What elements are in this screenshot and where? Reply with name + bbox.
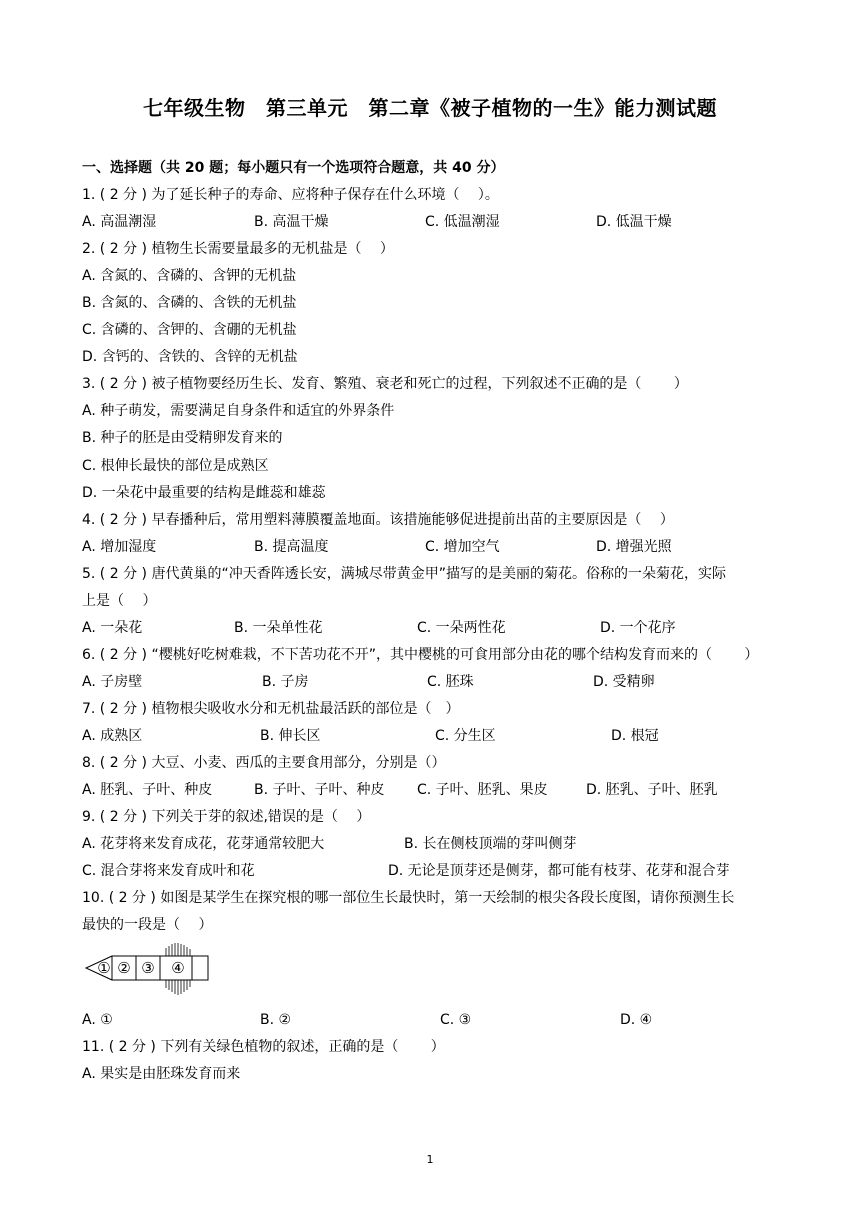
q7-option-b: B. 伸长区 xyxy=(260,728,321,744)
q5-option-d: D. 一个花序 xyxy=(600,620,676,636)
q10-option-c: C. ③ xyxy=(440,1012,472,1028)
q2-option-d: D. 含钙的、含铁的、含锌的无机盐 xyxy=(82,349,298,365)
q5-option-a: A. 一朵花 xyxy=(82,620,143,636)
root-tip-diagram xyxy=(82,942,212,1008)
q6-option-b: B. 子房 xyxy=(262,674,309,690)
question-10-stem-cont: 最快的一段是（ ） xyxy=(82,917,213,933)
question-4-stem: 4. ( 2 分 ) 早春播种后，常用塑料薄膜覆盖地面。该措施能够促进提前出苗的主要原因是（ ） xyxy=(82,512,674,528)
q9-option-d: D. 无论是顶芽还是侧芽，都可能有枝芽、花芽和混合芽 xyxy=(388,863,730,879)
question-10-stem: 10. ( 2 分 ) 如图是某学生在探究根的哪一部位生长最快时，第一天绘制的根尖各段长度图，请你预测生长 xyxy=(82,890,735,906)
question-7-stem: 7. ( 2 分 ) 植物根尖吸收水分和无机盐最活跃的部位是（ ） xyxy=(82,701,460,717)
q3-option-a: A. 种子萌发，需要满足自身条件和适宜的外界条件 xyxy=(82,403,395,419)
q8-option-a: A. 胚乳、子叶、种皮 xyxy=(82,782,213,798)
q1-option-a: A. 高温潮湿 xyxy=(82,214,157,230)
question-3-stem: 3. ( 2 分 ) 被子植物要经历生长、发育、繁殖、衰老和死亡的过程，下列叙述不正确的是（ ） xyxy=(82,376,688,392)
diagram-label-4: ④ xyxy=(171,959,185,977)
q1-option-c: C. 低温潮湿 xyxy=(425,214,500,230)
q1-option-d: D. 低温干燥 xyxy=(596,214,672,230)
section-heading: 一、选择题（共 20 题；每小题只有一个选项符合题意，共 40 分） xyxy=(82,160,505,176)
q8-option-d: D. 胚乳、子叶、胚乳 xyxy=(586,782,718,798)
q4-option-b: B. 提高温度 xyxy=(254,539,329,555)
q10-option-a: A. ① xyxy=(82,1012,113,1028)
q3-option-c: C. 根伸长最快的部位是成熟区 xyxy=(82,458,269,474)
question-8-stem: 8. ( 2 分 ) 大豆、小麦、西瓜的主要食用部分，分别是（） xyxy=(82,755,446,771)
q5-option-c: C. 一朵两性花 xyxy=(417,620,506,636)
q8-option-c: C. 子叶、胚乳、果皮 xyxy=(417,782,548,798)
question-9-stem: 9. ( 2 分 ) 下列关于芽的叙述,错误的是（ ） xyxy=(82,809,371,825)
page-number: 1 xyxy=(426,1153,434,1166)
q7-option-a: A. 成熟区 xyxy=(82,728,143,744)
q4-option-d: D. 增强光照 xyxy=(596,539,672,555)
q9-option-a: A. 花芽将来发育成花，花芽通常较肥大 xyxy=(82,836,325,852)
q2-option-c: C. 含磷的、含钾的、含硼的无机盐 xyxy=(82,322,297,338)
diagram-label-1: ① xyxy=(97,959,111,977)
q10-option-b: B. ② xyxy=(260,1012,292,1028)
question-1-stem: 1. ( 2 分 ) 为了延长种子的寿命、应将种子保存在什么环境（ ）。 xyxy=(82,187,499,203)
q5-option-b: B. 一朵单性花 xyxy=(234,620,323,636)
q4-option-c: C. 增加空气 xyxy=(425,539,500,555)
question-11-stem: 11. ( 2 分 ) 下列有关绿色植物的叙述，正确的是（ ） xyxy=(82,1039,445,1055)
question-5-stem: 5. ( 2 分 ) 唐代黄巢的“冲天香阵透长安，满城尽带黄金甲”描写的是美丽的菊花。俗称的一朵菊花，实际 xyxy=(82,566,726,582)
q4-option-a: A. 增加湿度 xyxy=(82,539,157,555)
q8-option-b: B. 子叶、子叶、种皮 xyxy=(254,782,385,798)
q7-option-c: C. 分生区 xyxy=(435,728,496,744)
q11-option-a: A. 果实是由胚珠发育而来 xyxy=(82,1066,241,1082)
question-6-stem: 6. ( 2 分 ) “樱桃好吃树难栽，不下苦功花不开”，其中樱桃的可食用部分由花的哪个结构发育而来的（ ） xyxy=(82,647,759,663)
page-title: 七年级生物 第三单元 第二章《被子植物的一生》能力测试题 xyxy=(143,96,717,120)
q6-option-a: A. 子房壁 xyxy=(82,674,143,690)
diagram-label-3: ③ xyxy=(141,959,155,977)
q6-option-c: C. 胚珠 xyxy=(427,674,474,690)
q7-option-d: D. 根冠 xyxy=(611,728,659,744)
q2-option-a: A. 含氮的、含磷的、含钾的无机盐 xyxy=(82,268,297,284)
q9-option-b: B. 长在侧枝顶端的芽叫侧芽 xyxy=(404,836,577,852)
diagram-label-2: ② xyxy=(117,959,131,977)
q10-option-d: D. ④ xyxy=(620,1012,653,1028)
q3-option-d: D. 一朵花中最重要的结构是雌蕊和雄蕊 xyxy=(82,485,326,501)
q6-option-d: D. 受精卵 xyxy=(593,674,655,690)
q3-option-b: B. 种子的胚是由受精卵发育来的 xyxy=(82,430,283,446)
question-2-stem: 2. ( 2 分 ) 植物生长需要量最多的无机盐是（ ） xyxy=(82,241,394,257)
q9-option-c: C. 混合芽将来发育成叶和花 xyxy=(82,863,255,879)
q1-option-b: B. 高温干燥 xyxy=(254,214,329,230)
question-5-stem-cont: 上是（ ） xyxy=(82,593,157,609)
q2-option-b: B. 含氮的、含磷的、含铁的无机盐 xyxy=(82,295,297,311)
